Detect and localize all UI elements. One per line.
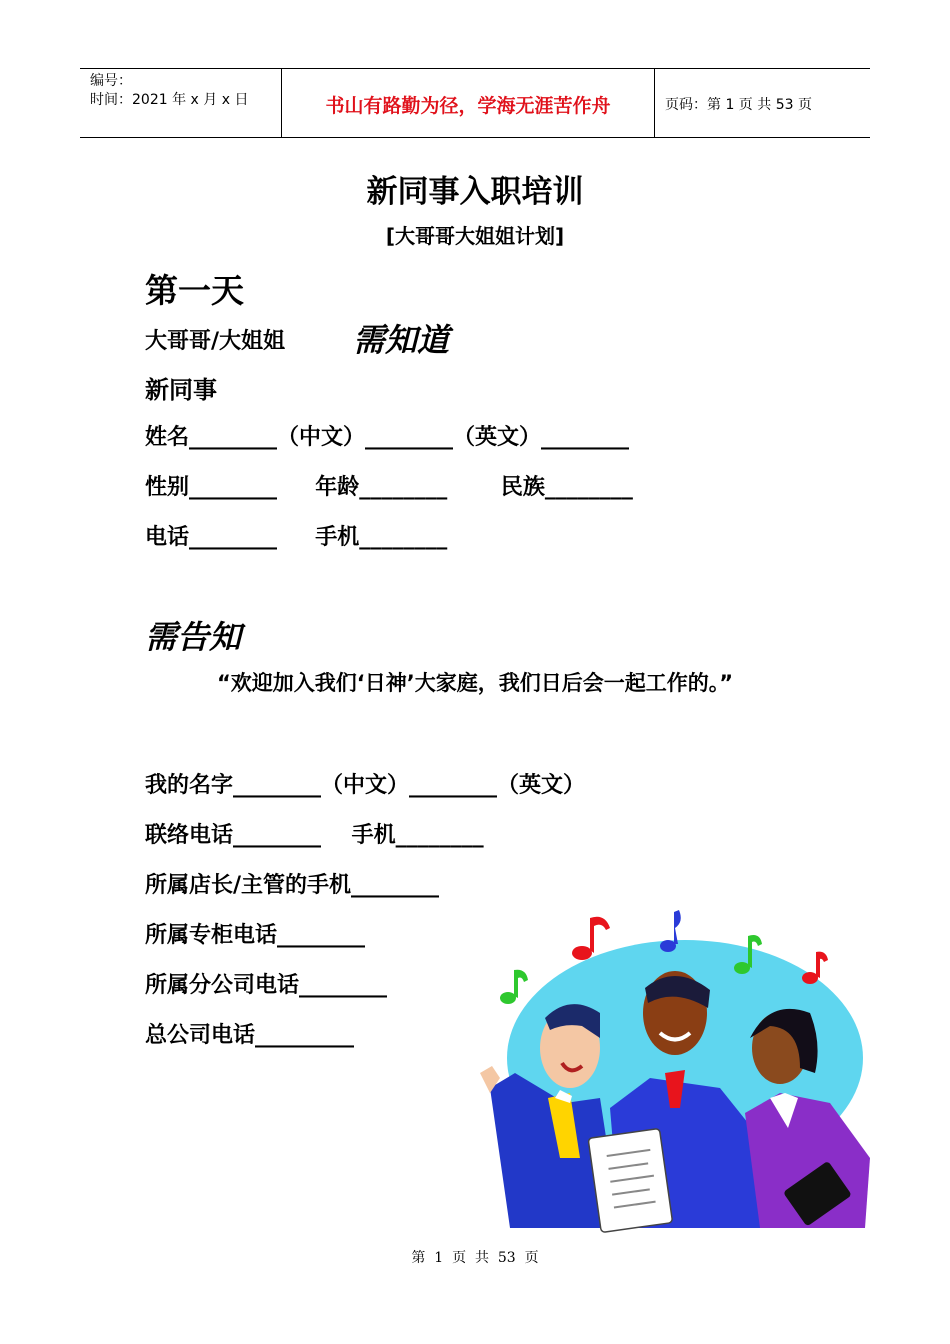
serial-label: 编号：: [90, 73, 132, 89]
header-table: [80, 68, 870, 138]
name-field-line: 姓名________（中文）________（英文）________: [145, 425, 630, 450]
day-heading: 第一天: [145, 271, 244, 310]
welcome-quote: “欢迎加入我们‘日神’大家庭，我们日后会一起工作的。”: [216, 671, 734, 695]
document-title: 新同事入职培训: [366, 174, 584, 210]
header-divider: [654, 69, 655, 137]
singing-people-clipart: [470, 898, 895, 1243]
counter-phone-line: 所属专柜电话________: [145, 923, 366, 948]
my-name-line: 我的名字________（中文）________（英文）: [145, 773, 586, 798]
phone-field-line: 电话________ 手机________: [145, 525, 448, 550]
contact-phone-line: 联络电话________ 手机________: [145, 823, 484, 848]
date-line: 时间：2021 年 x 月 x 日: [90, 92, 249, 108]
branch-phone-line: 所属分公司电话________: [145, 973, 388, 998]
gender-field-line: 性别________ 年龄________ 民族________: [145, 475, 633, 500]
need-know-heading: 需知道: [353, 321, 450, 359]
hq-phone-line: 总公司电话_________: [145, 1023, 355, 1048]
new-colleague-heading: 新同事: [145, 376, 217, 404]
need-know-label: 大哥哥/大姐姐: [145, 329, 286, 354]
header-page-info: 页码：第 1 页 共 53 页: [665, 97, 812, 113]
header-motto: 书山有路勤为径，学海无涯苦作舟: [325, 95, 611, 117]
document-subtitle: [大哥哥大姐姐计划]: [385, 224, 565, 248]
manager-phone-line: 所属店长/主管的手机________: [145, 873, 440, 898]
header-left-cell: [90, 72, 248, 110]
need-tell-heading: 需告知: [145, 618, 242, 656]
page-footer: 第 1 页 共 53 页: [411, 1250, 539, 1266]
